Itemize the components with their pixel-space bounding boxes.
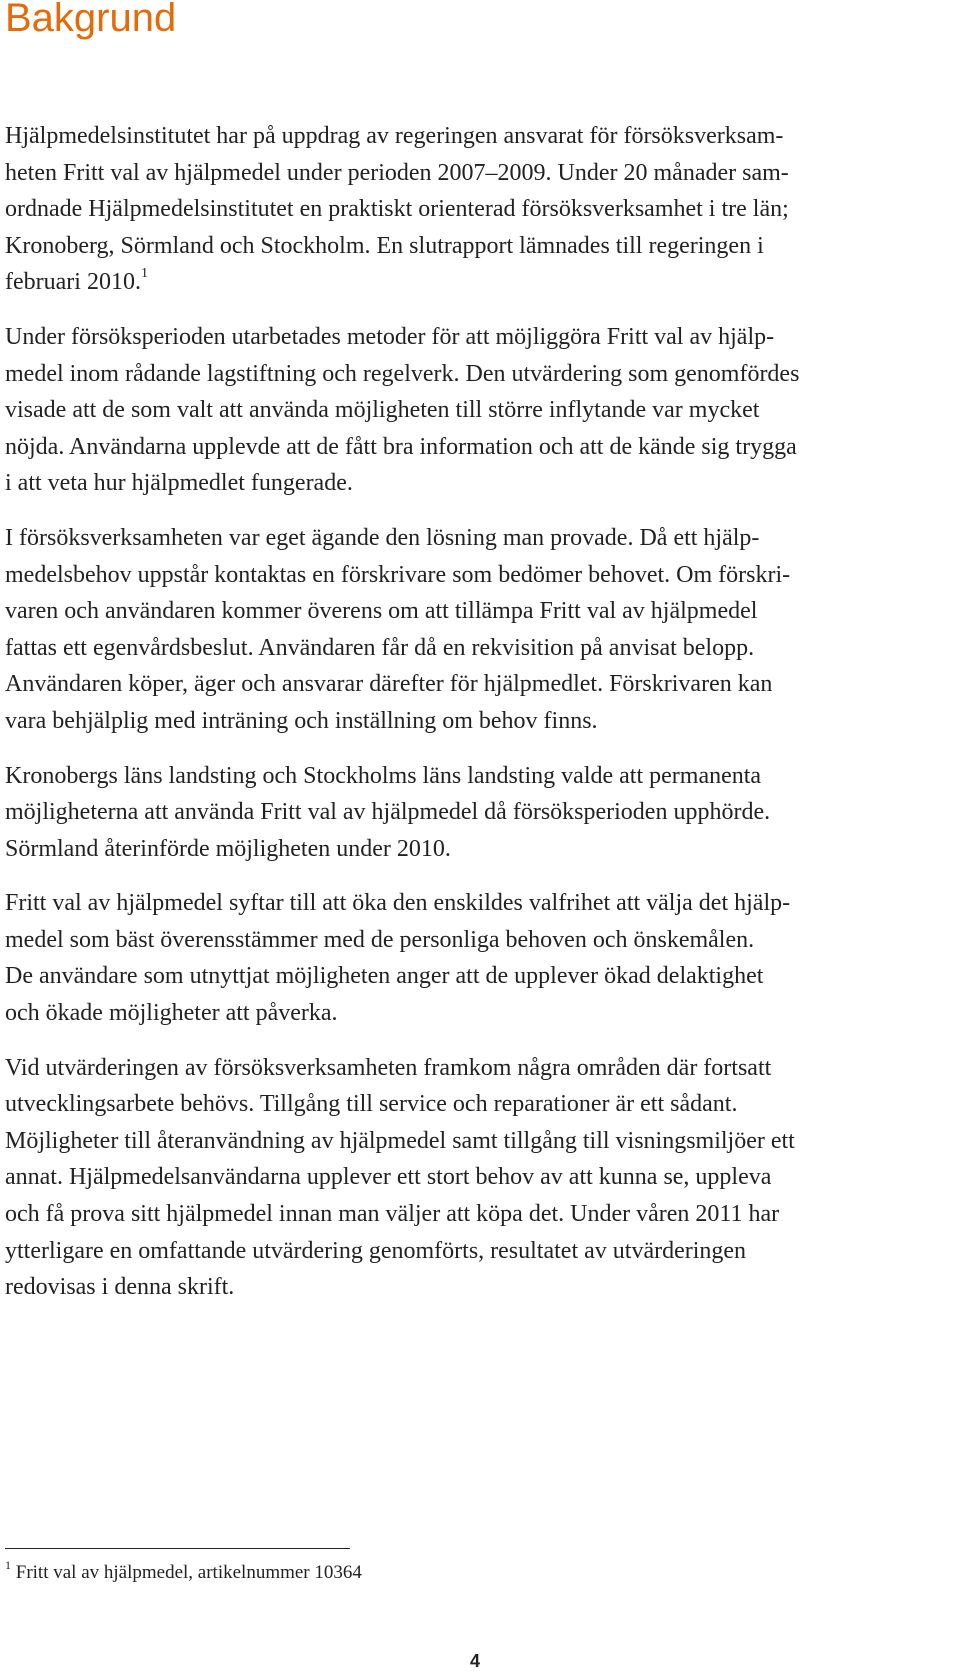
paragraph-2: Under försöksperioden utarbetades metoder för att möjliggöra Fritt val av hjälp- medel inom rådande lagstiftning och regelverk. Den utvärdering som genomfördes visade att de som valt att använda möjligheten till större inflytande var mycket nöjda. Användarna upplevde att de fått bra information och att de kände sig trygga i att veta hur hjälpmedlet fungerade. bbox=[5, 323, 800, 497]
body-text bbox=[5, 118, 955, 1324]
footnote-divider bbox=[5, 1548, 350, 1549]
paragraph-1 bbox=[5, 118, 955, 301]
paragraph-6: Vid utvärderingen av försöksverksamheten framkom några områden där fortsatt utvecklingsarbete behövs. Tillgång till service och reparationer är ett sådant. Möjligheter till återanvändning av hjälpmedel samt tillgång till visningsmiljöer ett annat. Hjälpmedelsanvändarna upplever ett stort behov av att kunna se, uppleva och få prova sitt hjälpmedel innan man väljer att köpa det. Under våren 2011 har ytterligare en omfattande utvärdering genomförts, resultatet av utvärderingen redovisas i denna skrift. bbox=[5, 1054, 795, 1301]
footnote-marker: 1 bbox=[5, 1558, 11, 1572]
page-number: 4 bbox=[470, 1651, 481, 1671]
footnote-reference[interactable]: 1 bbox=[140, 266, 148, 282]
paragraph-5: Fritt val av hjälpmedel syftar till att öka den enskildes valfrihet att välja det hjälp- medel som bäst överensstämmer med de personliga behoven och önskemålen. De användare som utnyttjat möjligheten anger att de upplever ökad delaktighet och ökade möjligheter att påverka. bbox=[5, 890, 791, 1027]
paragraph-4: Kronobergs läns landsting och Stockholms läns landsting valde att permanenta möjligheterna att använda Fritt val av hjälpmedel då försöksperioden upphörde. Sörmland återinförde möjligheten under 2010. bbox=[5, 762, 771, 862]
paragraph-3: I försöksverksamheten var eget ägande den lösning man provade. Då ett hjälp- medelsbehov uppstår kontaktas en förskrivare som bedömer behovet. Om förskri- varen och användaren kommer överens om att tillämpa Fritt val av hjälpmedel fattas ett egenvårdsbeslut. Användaren får då en rekvisition på anvisat belopp. Användaren köper, äger och ansvarar därefter för hjälpmedlet. Förskrivaren kan vara behjälplig med inträning och inställning om behov finns. bbox=[5, 524, 791, 734]
section-heading: Bakgrund bbox=[5, 0, 177, 40]
footnote-text: Fritt val av hjälpmedel, artikelnummer 10364 bbox=[15, 1562, 362, 1583]
footnote bbox=[5, 1560, 362, 1586]
paragraph-1-text: Hjälpmedelsinstitutet har på uppdrag av regeringen ansvarat för försöksverksam- heten Fritt val av hjälpmedel under perioden 2007–2009. Under 20 månader sam- ordnade Hjälpmedelsinstitutet en praktiskt orienterad försöksverksamhet i tre län; Kronoberg, Sörmland och Stockholm. En slutrapport lämnades till regeringen i februari 2010. bbox=[5, 123, 789, 296]
